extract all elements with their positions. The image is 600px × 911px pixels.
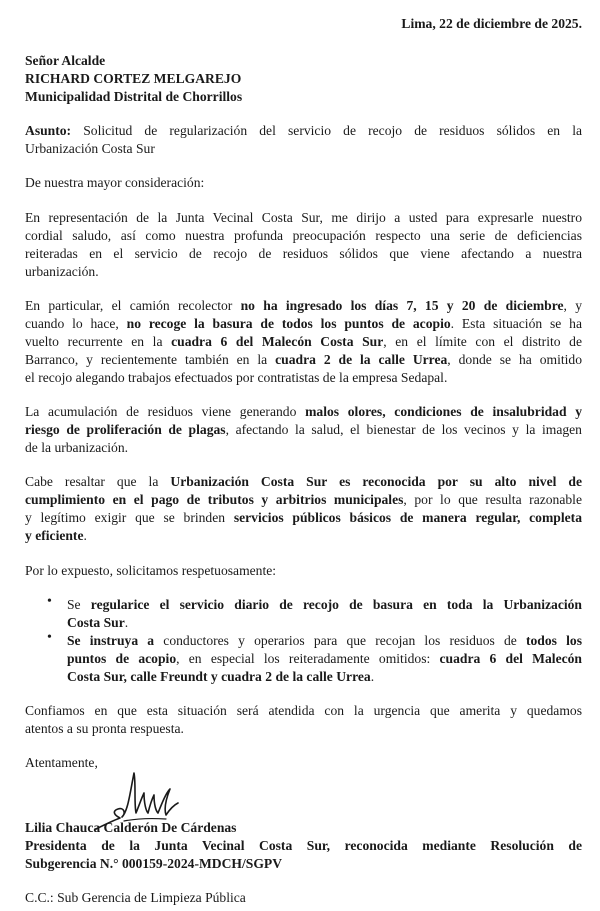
p1-line-1: En representación de la Junta Vecinal Costa Sur, me dirijo a usted para expresarle nuestro	[25, 210, 582, 225]
p4-line-4: y eficiente.	[25, 528, 87, 543]
recipient-name: RICHARD CORTEZ MELGAREJO	[25, 71, 242, 86]
p3-line-3: de la urbanización.	[25, 440, 129, 455]
p2-line-1: En particular, el camión recolector no ha ingresado los días 7, 15 y 20 de diciembre, y	[25, 298, 583, 313]
p2-line-4: Barranco, y recientemente también en la cuadra 2 de la calle Urrea, donde se ha omitido	[25, 352, 582, 367]
signer-title-line-2: Subgerencia N.° 000159-2024-MDCH/SGPV	[25, 856, 283, 871]
p4-line-2: cumplimiento en el pago de tributos y arbitrios municipales, por lo que resulta razonable	[25, 492, 582, 507]
recipient-entity: Municipalidad Distrital de Chorrillos	[25, 89, 243, 104]
bullet-icon: •	[47, 594, 52, 609]
p5: Por lo expuesto, solicitamos respetuosamente:	[25, 563, 277, 578]
closing-line-2: atentos a su pronta respuesta.	[25, 721, 184, 736]
p3-line-1: La acumulación de residuos viene generando malos olores, condiciones de insalubridad y	[25, 404, 583, 419]
p2-line-3: vuelto recurrente en la cuadra 6 del Malecón Costa Sur, en el límite con el distrito de	[25, 334, 582, 349]
p2-line-5: el recojo alegando trabajos efectuados por contratistas de la empresa Sedapal.	[25, 370, 448, 385]
p4-line-3: y legítimo exigir que se brinden servicios públicos básicos de manera regular, completa	[25, 510, 583, 525]
subject-line-2: Urbanización Costa Sur	[25, 141, 155, 156]
letter-date: Lima, 22 de diciembre de 2025.	[401, 16, 582, 31]
bullet-2-line-1: Se instruya a conductores y operarios para que recojan los residuos de todos los	[67, 633, 582, 648]
p1-line-4: urbanización.	[25, 264, 99, 279]
bullet-icon: •	[47, 630, 52, 645]
signer-name: Lilia Chauca Calderón De Cárdenas	[25, 820, 237, 835]
p1-line-3: reiteradas en el servicio de recojo de residuos sólidos que viene afectando a nuestra	[25, 246, 582, 261]
greeting: De nuestra mayor consideración:	[25, 175, 205, 190]
subject-label: Asunto:	[25, 123, 72, 138]
bullet-1-line-1: Se regularice el servicio diario de recojo de basura en toda la Urbanización	[67, 597, 582, 612]
carbon-copy: C.C.: Sub Gerencia de Limpieza Pública	[25, 890, 246, 905]
signer-title-line-1: Presidenta de la Junta Vecinal Costa Sur, reconocida mediante Resolución de	[25, 838, 582, 853]
p2-line-2: cuando lo hace, no recoge la basura de todos los puntos de acopio. Esta situación se ha	[25, 316, 582, 331]
p3-line-2: riesgo de proliferación de plagas, afectando la salud, el bienestar de los vecinos y la imagen	[25, 422, 582, 437]
bullet-2-line-2: puntos de acopio, en especial los reiteradamente omitidos: cuadra 6 del Malecón	[67, 651, 582, 666]
recipient-salutation: Señor Alcalde	[25, 53, 106, 68]
subject-line-1: Asunto: Solicitud de regularización del servicio de recojo de residuos sólidos en la	[25, 123, 583, 138]
farewell: Atentamente,	[25, 755, 98, 770]
p4-line-1: Cabe resaltar que la Urbanización Costa Sur es reconocida por su alto nivel de	[25, 474, 583, 489]
bullet-1-line-2: Costa Sur.	[67, 615, 129, 630]
p1-line-2: cordial saludo, así como nuestra profunda preocupación respecto una serie de deficiencias	[25, 228, 582, 243]
closing-line-1: Confiamos en que esta situación será atendida con la urgencia que amerita y quedamos	[25, 703, 582, 718]
bullet-2-line-3: Costa Sur, calle Freundt y cuadra 2 de la calle Urrea.	[67, 669, 375, 684]
